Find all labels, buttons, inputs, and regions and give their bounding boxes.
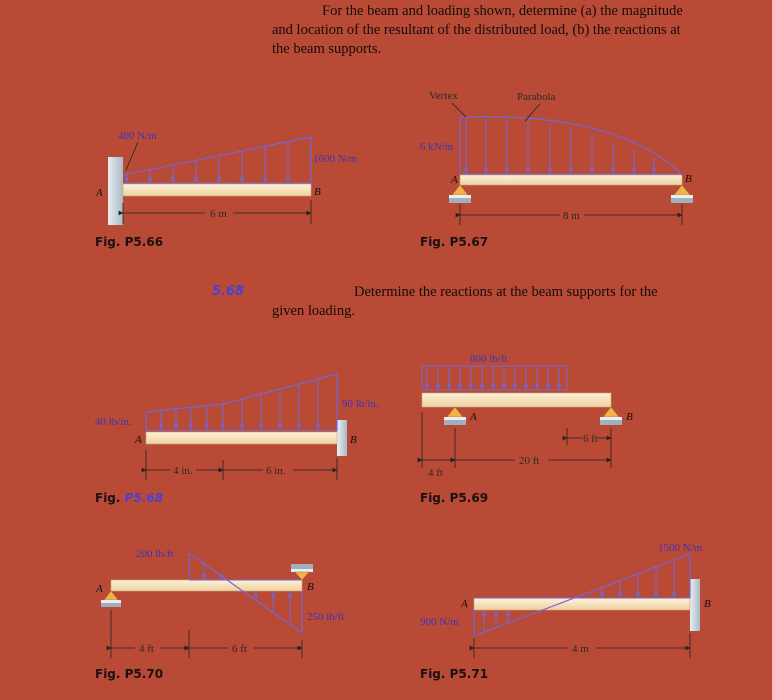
fig-566-load-outline bbox=[123, 137, 311, 175]
fig-571-caption: Fig. P5.71 bbox=[420, 667, 489, 681]
fig-567-parabola-label: Parabola bbox=[517, 91, 556, 103]
fig-570-point-a: A bbox=[96, 583, 103, 595]
fig-569-load-label: 800 lb/ft bbox=[470, 353, 508, 365]
fig-566-load-left-label: 400 N/m bbox=[118, 130, 157, 142]
fig-568-caption-prefix: Fig. bbox=[95, 491, 125, 505]
problem-567-line1: For the beam and loading shown, determine (a) the magnitude bbox=[322, 3, 683, 19]
fig-571-load-left-label: 900 N/m bbox=[420, 616, 459, 628]
problem-567-line3: the beam supports. bbox=[272, 41, 382, 57]
fig-568-diagram bbox=[95, 374, 379, 480]
fig-566-point-b: B bbox=[314, 186, 321, 198]
fig-567-vertex-leader bbox=[452, 103, 466, 117]
fig-569-diagram bbox=[422, 353, 633, 479]
fig-569-support-b bbox=[600, 407, 622, 425]
problem-568-number: 5.68 bbox=[212, 284, 245, 299]
fig-571-point-b: B bbox=[704, 598, 711, 610]
fig-567-point-b: B bbox=[685, 173, 692, 185]
fig-569-support-a bbox=[444, 407, 466, 425]
fig-570-point-b: B bbox=[307, 581, 314, 593]
fig-566-diagram bbox=[95, 130, 358, 225]
fig-568-point-a: A bbox=[135, 434, 142, 446]
fig-568-load-arrows bbox=[161, 379, 318, 429]
fig-567-beam bbox=[460, 175, 682, 185]
fig-566-beam bbox=[123, 184, 311, 196]
fig-571-load-slope bbox=[474, 554, 690, 636]
fig-570-span1-label: 4 ft bbox=[139, 643, 154, 655]
fig-570-caption: Fig. P5.70 bbox=[95, 667, 164, 681]
fig-568-beam bbox=[146, 432, 337, 444]
fig-571-wall bbox=[690, 579, 700, 631]
fig-570-span2-label: 6 ft bbox=[232, 643, 247, 655]
fig-570-support-b bbox=[291, 564, 313, 580]
fig-569-load-block bbox=[422, 366, 567, 390]
fig-568-span2-label: 6 in. bbox=[266, 465, 286, 477]
fig-569-point-b: B bbox=[626, 411, 633, 423]
fig-567-caption: Fig. P5.67 bbox=[420, 235, 489, 249]
fig-569-caption: Fig. P5.69 bbox=[420, 491, 489, 505]
fig-569-dim-left-label: 4 ft bbox=[428, 467, 443, 479]
fig-566-span-label: 6 m bbox=[210, 208, 227, 220]
fig-570-support-a bbox=[101, 591, 121, 607]
fig-566-wall bbox=[108, 157, 123, 225]
fig-568-load-right-label: 90 lb/in. bbox=[342, 398, 379, 410]
fig-566-load-arrows bbox=[127, 142, 288, 182]
fig-566-load-right-label: 1600 N/m bbox=[313, 153, 358, 165]
fig-568-span1-label: 4 in. bbox=[173, 465, 193, 477]
fig-568-wall bbox=[337, 420, 347, 456]
fig-568-point-b: B bbox=[350, 434, 357, 446]
fig-567-vertex-label: Vertex bbox=[429, 90, 458, 102]
fig-571-load-right-label: 1500 N/m bbox=[658, 542, 703, 554]
fig-567-point-a: A bbox=[451, 174, 458, 186]
fig-570-load-bottom-label: 250 lb/ft bbox=[307, 611, 345, 623]
problem-568-line1: Determine the reactions at the beam supports for the bbox=[354, 284, 658, 300]
fig-567-span-label: 8 m bbox=[563, 210, 580, 222]
fig-569-load-arrows bbox=[427, 367, 559, 389]
fig-567-load-label: 6 kN/m bbox=[420, 141, 454, 153]
fig-570-load-slope bbox=[189, 553, 302, 633]
fig-567-support-b bbox=[671, 185, 693, 203]
fig-568-caption-num: P5.68 bbox=[124, 491, 164, 505]
fig-567-load-arrows bbox=[466, 118, 654, 173]
fig-568-load-left-label: 40 lb/in. bbox=[95, 416, 132, 428]
problem-567-line2: and location of the resultant of the distributed load, (b) the reactions at bbox=[272, 22, 681, 38]
fig-567-support-a bbox=[449, 185, 471, 203]
fig-569-dim-right-label: 6 ft bbox=[583, 433, 598, 445]
fig-566-point-a: A bbox=[96, 187, 103, 199]
fig-569-beam bbox=[422, 393, 611, 407]
fig-570-load-top-label: 200 lb/ft bbox=[136, 548, 174, 560]
fig-571-diagram bbox=[420, 542, 711, 658]
fig-569-point-a: A bbox=[470, 411, 477, 423]
fig-571-beam bbox=[474, 598, 690, 610]
fig-570-diagram bbox=[95, 548, 345, 658]
fig-566-leader bbox=[126, 142, 138, 170]
problem-568-line2: given loading. bbox=[272, 303, 355, 319]
fig-569-dim-total-label: 20 ft bbox=[519, 455, 540, 467]
fig-567-diagram bbox=[420, 90, 693, 225]
fig-570-beam bbox=[111, 580, 302, 591]
fig-566-caption: Fig. P5.66 bbox=[95, 235, 164, 249]
fig-571-span-label: 4 m bbox=[572, 643, 589, 655]
fig-571-point-a: A bbox=[461, 598, 468, 610]
